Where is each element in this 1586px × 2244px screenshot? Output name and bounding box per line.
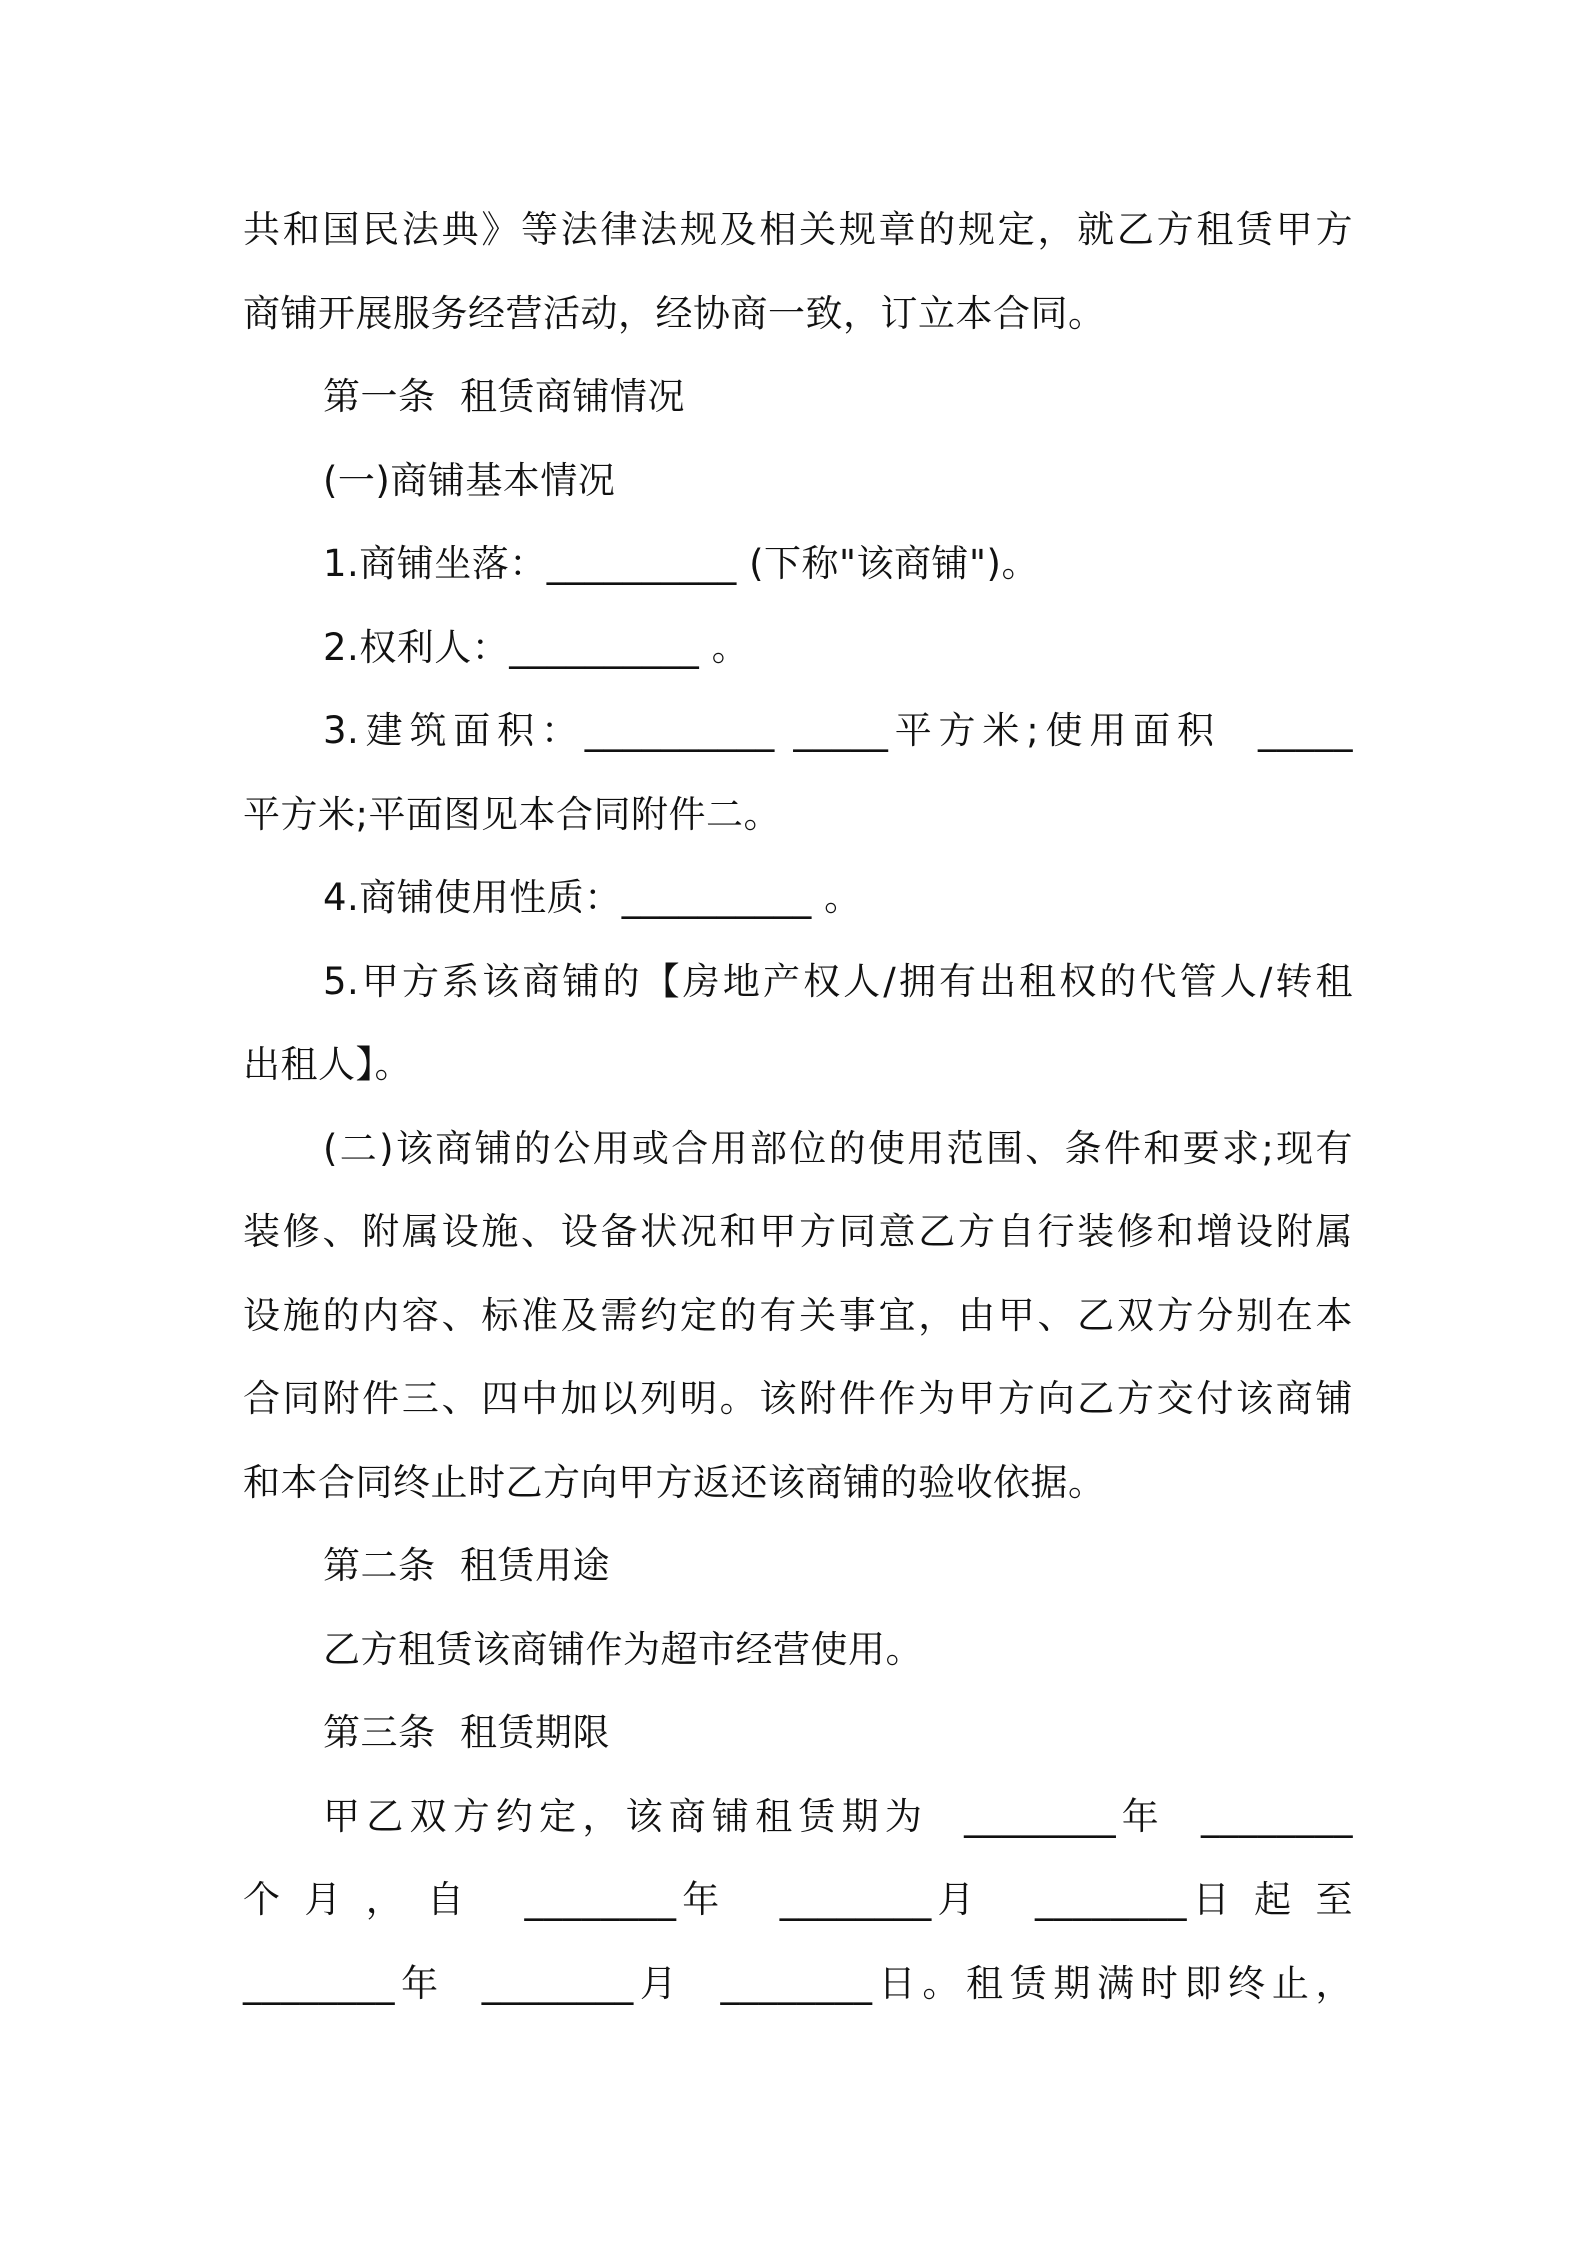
paragraph-line: 商铺开展服务经营活动，经协商一致，订立本合同。	[243, 291, 1106, 335]
list-item: 5.甲方系该商铺的【房地产权人/拥有出租权的代管人/转租	[323, 959, 1353, 1003]
paragraph-line: 甲乙双方约定，该商铺租赁期为 ________年 ________	[323, 1794, 1353, 1838]
section-heading: (一)商铺基本情况	[323, 458, 616, 502]
article-2-heading: 第二条 租赁用途	[323, 1544, 611, 1587]
list-item: 3.建筑面积：__________ _____平方米;使用面积 _____	[323, 709, 1353, 752]
document-body	[243, 188, 1353, 2025]
article-3-heading: 第三条 租赁期限	[323, 1711, 611, 1754]
paragraph-line: 和本合同终止时乙方向甲方返还该商铺的验收依据。	[243, 1460, 1106, 1504]
list-item: 4.商铺使用性质：__________ 。	[323, 876, 862, 919]
section-paragraph: (二)该商铺的公用或合用部位的使用范围、条件和要求;现有	[323, 1126, 1353, 1170]
paragraph-line: 合同附件三、四中加以列明。该附件作为甲方向乙方交付该商铺	[243, 1377, 1353, 1420]
paragraph-line: 设施的内容、标准及需约定的有关事宜，由甲、乙双方分别在本	[243, 1293, 1353, 1337]
paragraph-line: 共和国民法典》等法律法规及相关规章的规定，就乙方租赁甲方	[243, 208, 1353, 251]
paragraph-line: 乙方租赁该商铺作为超市经营使用。	[323, 1627, 923, 1671]
paragraph-line: 出租人】。	[243, 1043, 412, 1086]
article-1-heading: 第一条 租赁商铺情况	[323, 375, 686, 418]
list-item: 1.商铺坐落：__________ (下称"该商铺")。	[323, 542, 1039, 585]
list-item: 2.权利人：__________ 。	[323, 625, 750, 669]
paragraph-line: 平方米;平面图见本合同附件二。	[243, 792, 781, 836]
paragraph-line: 个 月 ， 自 ________年 ________月 ________日 起 至	[243, 1878, 1353, 1921]
paragraph-line: 装修、附属设施、设备状况和甲方同意乙方自行装修和增设附属	[243, 1210, 1353, 1253]
paragraph-line: ________年 ________月 ________日。租赁期满时即终止，	[243, 1961, 1353, 2005]
